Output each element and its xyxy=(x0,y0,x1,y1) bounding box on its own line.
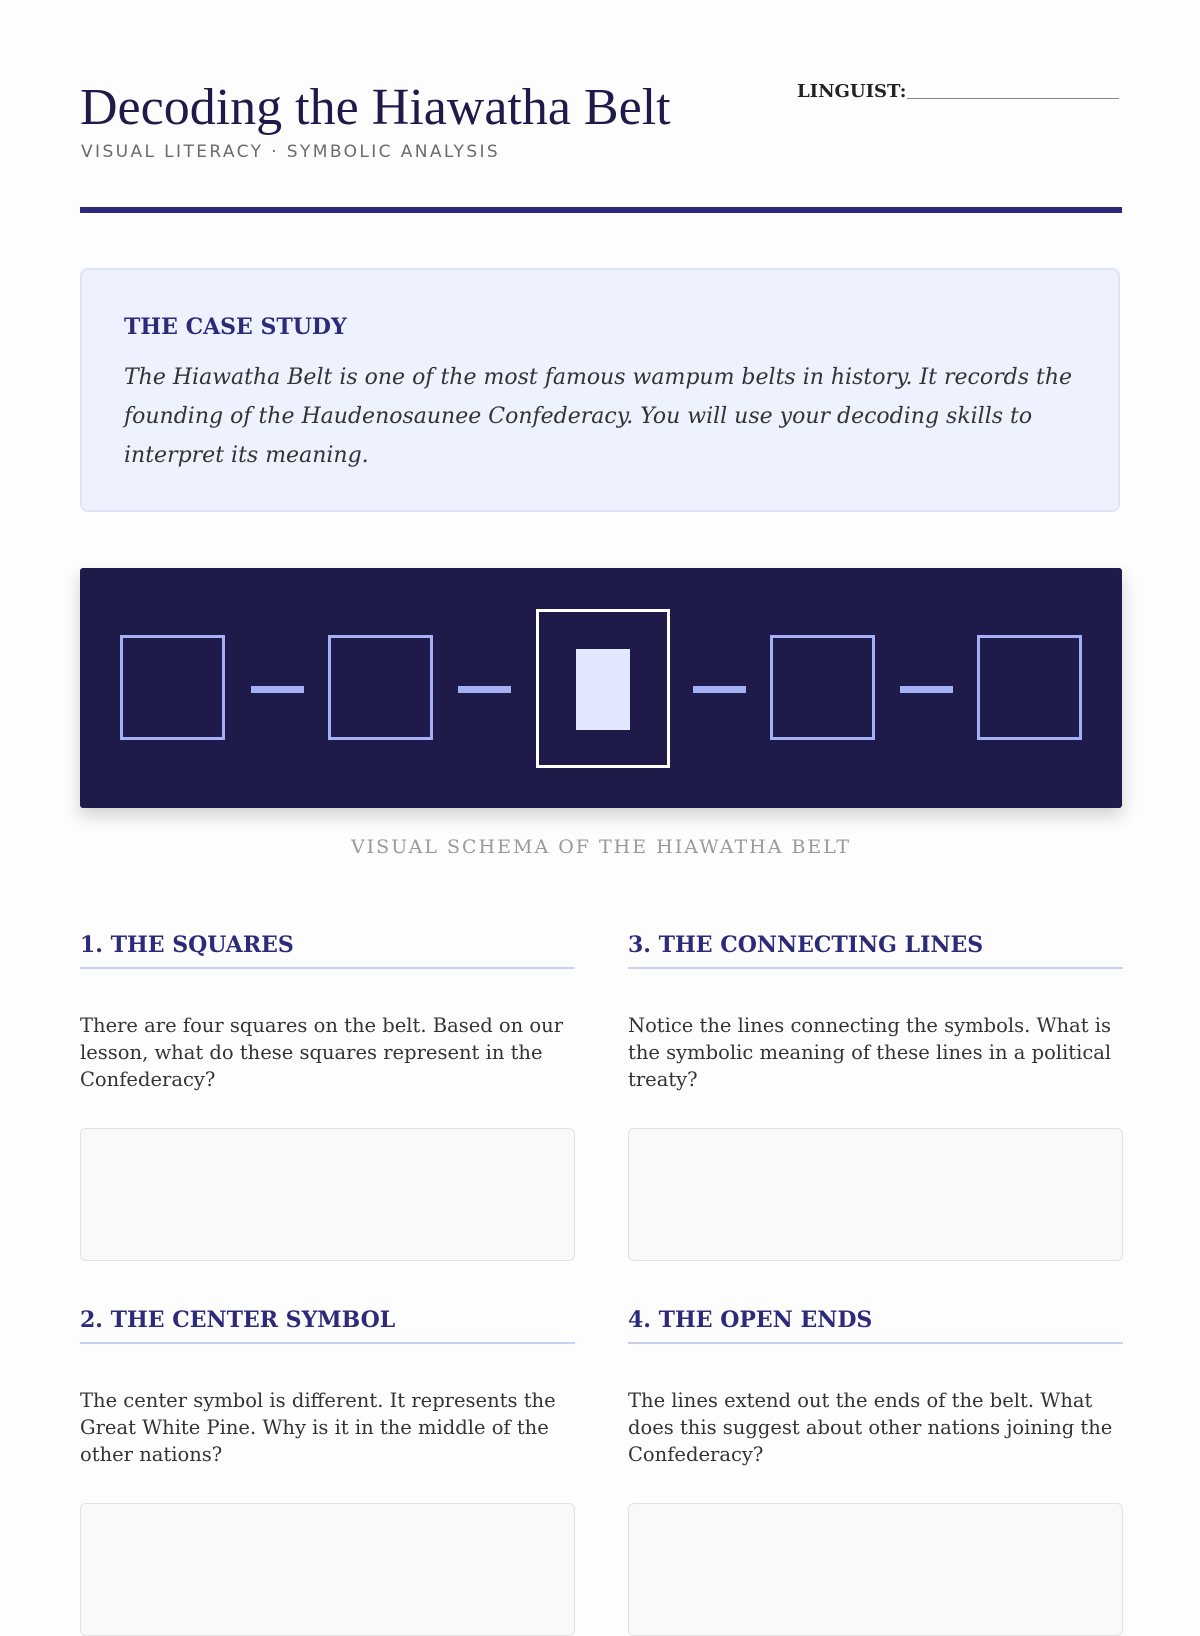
connecting-line-3 xyxy=(693,686,746,693)
case-study-text: The Hiawatha Belt is one of the most famous wampum belts in history. It records the founding of the Haudenosaunee Confederacy. You will use your decoding skills to interpret its meaning. xyxy=(124,365,1073,468)
question-prompt: There are four squares on the belt. Based on our lesson, what do these squares represent in the Confederacy? xyxy=(80,1014,564,1091)
answer-box-1[interactable] xyxy=(80,1128,575,1261)
header-divider xyxy=(80,207,1122,213)
question-title: 1. THE SQUARES xyxy=(80,932,575,969)
question-title: 4. THE OPEN ENDS xyxy=(628,1307,1123,1344)
great-white-pine-symbol xyxy=(576,649,630,730)
nation-square-2 xyxy=(328,635,433,740)
linguist-write-line[interactable] xyxy=(907,98,1119,99)
answer-box-3[interactable] xyxy=(628,1128,1123,1261)
case-study-title: THE CASE STUDY xyxy=(124,314,347,340)
question-prompt: The lines extend out the ends of the belt. What does this suggest about other nations joining the Confederacy? xyxy=(628,1389,1113,1466)
connecting-line-4 xyxy=(900,686,953,693)
nation-square-3 xyxy=(770,635,875,740)
nation-square-4 xyxy=(977,635,1082,740)
connecting-line-2 xyxy=(458,686,511,693)
question-prompt: Notice the lines connecting the symbols. What is the symbolic meaning of these lines in a political treaty? xyxy=(628,1014,1112,1091)
answer-box-4[interactable] xyxy=(628,1503,1123,1636)
linguist-label: LINGUIST: xyxy=(797,81,907,102)
page-subtitle: VISUAL LITERACY · SYMBOLIC ANALYSIS xyxy=(81,142,501,162)
connecting-line-1 xyxy=(251,686,304,693)
question-title: 3. THE CONNECTING LINES xyxy=(628,932,1123,969)
belt-caption: VISUAL SCHEMA OF THE HIAWATHA BELT xyxy=(350,836,852,858)
case-study-box xyxy=(80,268,1120,512)
belt-schema xyxy=(80,568,1122,808)
question-prompt: The center symbol is different. It represents the Great White Pine. Why is it in the middle of the other nations? xyxy=(80,1389,556,1466)
answer-box-2[interactable] xyxy=(80,1503,575,1636)
page-title: Decoding the Hiawatha Belt xyxy=(80,79,671,136)
question-title: 2. THE CENTER SYMBOL xyxy=(80,1307,575,1344)
linguist-field[interactable] xyxy=(797,80,1122,104)
nation-square-1 xyxy=(120,635,225,740)
